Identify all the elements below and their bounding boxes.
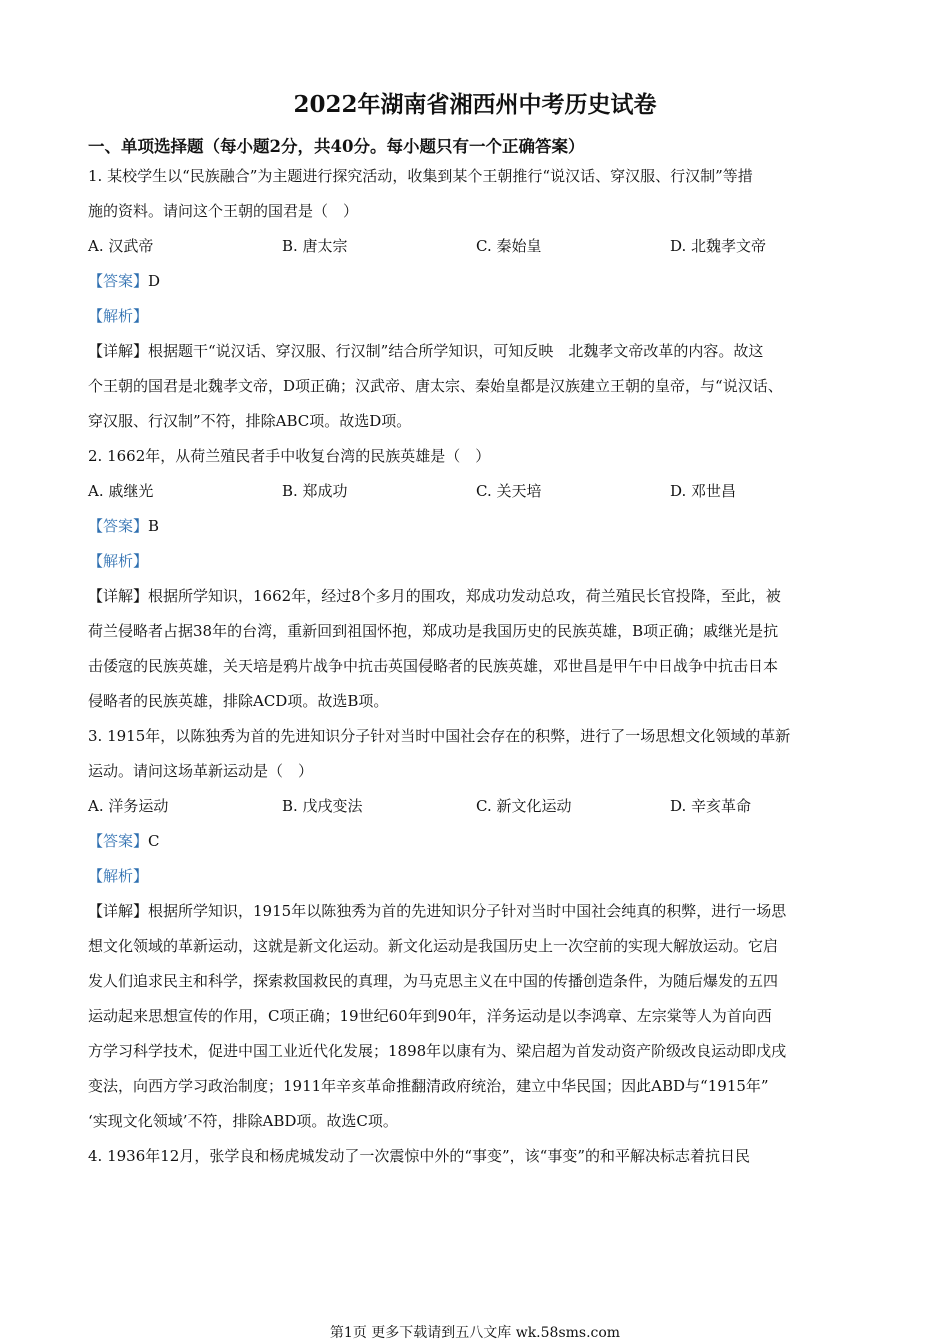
detail-line: 运动起来思想宣传的作用，C项正确；19世纪60年到90年，洋务运动是以李鸿章、左宗棠等人为首向西 <box>88 1007 772 1025</box>
question-3-stem-line: 3. 1915年，以陈独秀为首的先进知识分子针对当时中国社会存在的积弊，进行了一场思想文化领域的革新 <box>88 727 791 745</box>
document-title: 2022年湖南省湘西州中考历史试卷 <box>293 91 657 118</box>
option-a: A. 汉武帝 <box>88 237 154 255</box>
analysis-line <box>88 544 868 579</box>
question-1-stem-line: 1. 某校学生以“民族融合”为主题进行探究活动，收集到某个王朝推行“说汉话、穿汉服、行汉制”等措 <box>88 167 753 185</box>
analysis-tag: 【解析】 <box>88 867 149 885</box>
option-b: B. 郑成功 <box>282 482 348 500</box>
answer-line <box>88 824 868 859</box>
option-c: C. 关天培 <box>476 482 542 500</box>
option-a: A. 戚继光 <box>88 482 154 500</box>
page-footer: 第1页 更多下载请到五八文库 wk.58sms.com <box>329 1325 621 1341</box>
detail-tag: 【详解】 <box>88 342 149 360</box>
answer-tag: 【答案】 <box>88 832 149 850</box>
option-c: C. 新文化运动 <box>476 797 572 815</box>
answer-tag: 【答案】 <box>88 517 149 535</box>
detail-line: 方学习科学技术，促进中国工业近代化发展；1898年以康有为、梁启超为首发动资产阶级改良运动即戊戌 <box>88 1042 787 1060</box>
answer-line <box>88 264 868 299</box>
answer-value: C <box>148 832 160 850</box>
detail-line: 侵略者的民族英雄，排除ACD项。故选B项。 <box>88 692 389 710</box>
detail-text: 根据所学知识，1915年以陈独秀为首的先进知识分子针对当时中国社会纯真的积弊，进行一场思 <box>148 902 787 920</box>
option-d: D. 北魏孝文帝 <box>670 237 767 255</box>
option-b: B. 戊戌变法 <box>282 797 363 815</box>
detail-tag: 【详解】 <box>88 902 149 920</box>
analysis-line <box>88 299 868 334</box>
answer-value: D <box>148 272 161 290</box>
detail-tag: 【详解】 <box>88 587 149 605</box>
question-1-stem-line: 施的资料。请问这个王朝的国君是（ ） <box>88 202 359 220</box>
answer-tag: 【答案】 <box>88 272 149 290</box>
question-3-stem-line: 运动。请问这场革新运动是（ ） <box>88 762 314 780</box>
document-content <box>88 159 868 1174</box>
detail-line: 想文化领域的革新运动，这就是新文化运动。新文化运动是我国历史上一次空前的实现大解放运动。它启 <box>88 937 779 955</box>
section-title: 一、单项选择题（每小题2分，共40分。每小题只有一个正确答案） <box>88 137 585 156</box>
detail-line <box>88 334 868 369</box>
detail-text: 根据题干“说汉话、穿汉服、行汉制”结合所学知识，可知反映 北魏孝文帝改革的内容。故这 <box>148 342 764 360</box>
detail-line: 荷兰侵略者占据38年的台湾，重新回到祖国怀抱，郑成功是我国历史的民族英雄，B项正确；戚继光是抗 <box>88 622 779 640</box>
detail-line <box>88 894 868 929</box>
answer-value: B <box>148 517 160 535</box>
analysis-line <box>88 859 868 894</box>
detail-line: 穿汉服、行汉制”不符，排除ABC项。故选D项。 <box>88 412 412 430</box>
analysis-tag: 【解析】 <box>88 552 149 570</box>
detail-line: ‘实现文化领域’不符，排除ABD项。故选C项。 <box>88 1112 398 1130</box>
detail-line: 击倭寇的民族英雄，关天培是鸦片战争中抗击英国侵略者的民族英雄，邓世昌是甲午中日战争中抗击日本 <box>88 657 779 675</box>
detail-line: 个王朝的国君是北魏孝文帝，D项正确；汉武帝、唐太宗、秦始皇都是汉族建立王朝的皇帝，与“说汉话、 <box>88 377 783 395</box>
question-3-options <box>88 789 868 824</box>
detail-line: 变法，向西方学习政治制度；1911年辛亥革命推翻清政府统治，建立中华民国；因此ABD与“1915年” <box>88 1077 769 1095</box>
detail-line: 发人们追求民主和科学，探索救国救民的真理，为马克思主义在中国的传播创造条件，为随后爆发的五四 <box>88 972 779 990</box>
option-d: D. 辛亥革命 <box>670 797 752 815</box>
detail-line <box>88 579 868 614</box>
question-2-stem-line: 2. 1662年，从荷兰殖民者手中收复台湾的民族英雄是（ ） <box>88 447 491 465</box>
question-2-options <box>88 474 868 509</box>
option-b: B. 唐太宗 <box>282 237 348 255</box>
option-a: A. 洋务运动 <box>88 797 169 815</box>
analysis-tag: 【解析】 <box>88 307 149 325</box>
option-d: D. 邓世昌 <box>670 482 737 500</box>
option-c: C. 秦始皇 <box>476 237 542 255</box>
answer-line <box>88 509 868 544</box>
question-4-stem-line: 4. 1936年12月，张学良和杨虎城发动了一次震惊中外的“事变”，该“事变”的和平解决标志着抗日民 <box>88 1147 751 1165</box>
detail-text: 根据所学知识，1662年，经过8个多月的围攻，郑成功发动总攻，荷兰殖民长官投降，至此，被 <box>148 587 781 605</box>
question-1-options <box>88 229 868 264</box>
